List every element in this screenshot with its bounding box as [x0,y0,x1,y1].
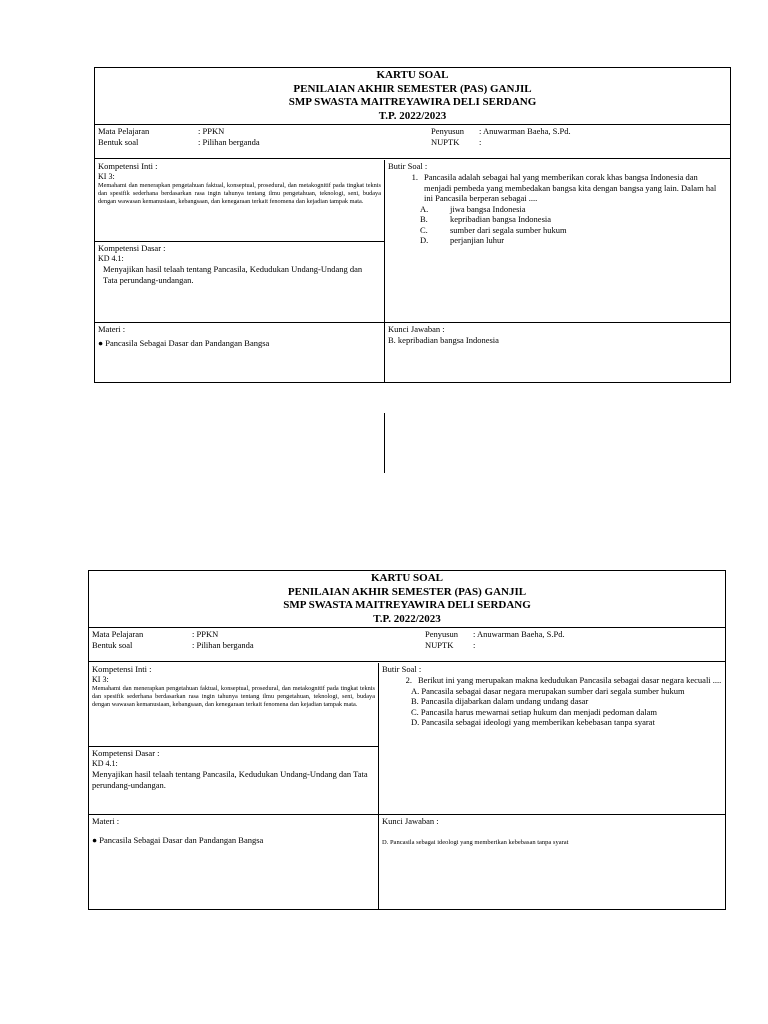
question-card-1 [94,67,731,383]
question-type-label: Bentuk soal [98,136,139,147]
subject-value: : PPKN [192,629,219,639]
core-competence-title: Kompetensi Inti : [98,161,158,171]
basic-competence-code: KD 4.1: [98,254,124,263]
basic-competence-title: Kompetensi Dasar : [98,243,166,253]
question-text: Pancasila adalah sebagai hal yang memberikan corak khas bangsa Indonesia dan menjadi pembeda yang membedakan bangsa kita dengan bangsa yang lain. Dalam hal ini Pancasila berperan sebagai .... [424,172,717,203]
basic-competence-title: Kompetensi Dasar : [92,748,160,758]
option-d: D. perjanjian luhur [420,235,505,245]
core-competence-title: Kompetensi Inti : [92,664,152,674]
nuptk-value: : [473,639,476,650]
school-name: SMP SWASTA MAITREYAWIRA DELI SERDANG [288,96,537,108]
option-c: C. Pancasila harus mewarnai setiap hukum dan menjadi pedoman dalam [411,706,657,717]
option-c: C. sumber dari segala sumber hukum [420,224,567,235]
question-title: Butir Soal : [388,161,428,171]
core-competence-text: Memahami dan menerapkan pengetahuan faktual, konseptual, prosedural, dan metakognitif pada tingkat teknis dan spesifik sederhana berdasarkan rasa ingin tahunya tentang ilmu pengetahuan, teknologi, seni, budaya dengan wawasan kemanusiaan, kebangsaan, dan kenegaraan terkait fenomena dan kejadian tampak mata. [98,182,381,205]
material-cell [95,413,385,473]
option-a: A. jiwa bangsa Indonesia [420,203,526,214]
material-title: Materi : [98,324,126,334]
question-cell [385,160,730,323]
material-text: ● Pancasila Sebagai Dasar dan Pandangan Bangsa [98,338,270,348]
core-competence-code: KI 3: [92,675,109,684]
exam-title: PENILAIAN AKHIR SEMESTER (PAS) GANJIL [287,585,527,598]
author-value: : Anuwarman Baeha, S.Pd. [473,629,565,639]
card-title: KARTU SOAL [376,69,449,81]
answer-key-text: D. Pancasila sebagai ideologi yang memberikan kebebasan tanpa syarat [382,839,569,846]
nuptk-label: NUPTK [425,639,454,650]
answer-key-cell [385,323,730,382]
answer-key-cell [379,815,725,909]
option-b: B. kepribadian bangsa Indonesia [420,214,552,224]
question-text: Berikut ini yang merupakan makna kedudukan Pancasila sebagai dasar negara kecuali .... [418,675,722,685]
author-label: Penyusun [431,126,465,136]
answer-key-title: Kunci Jawaban : [382,816,439,826]
question-type-label: Bentuk soal [92,639,133,650]
core-competence-text: Memahami dan menerapkan pengetahuan faktual, konseptual, prosedural, dan metakognitif pada tingkat teknis dan spesifik sederhana berdasarkan rasa ingin tahunya tentang ilmu pengetahuan, teknologi, seni, budaya dengan wawasan kemanusiaan, kebangsaan, dan kenegaraan terkait fenomena dan kejadian tampak mata. [92,685,375,708]
material-cell [89,815,379,909]
question-type-value: : Pilihan berganda [198,136,260,147]
material-cell [95,323,385,382]
school-year: T.P. 2022/2023 [378,109,447,122]
answer-key-title: Kunci Jawaban : [388,324,445,334]
option-d: D. Pancasila sebagai ideologi yang memberikan kebebasan tanpa syarat [411,717,655,727]
subject-value: : PPKN [198,126,225,136]
core-competence-cell [95,160,385,242]
core-competence-cell [89,663,379,747]
card-title: KARTU SOAL [370,572,444,584]
material-text: ● Pancasila Sebagai Dasar dan Pandangan Bangsa [92,835,264,845]
question-type-value: : Pilihan berganda [192,639,254,650]
option-b: B. Pancasila dijabarkan dalam undang undang dasar [411,696,589,706]
basic-competence-text: Menyajikan hasil telaah tentang Pancasila, Kedudukan Undang-Undang dan Tata perundang-undangan. [103,264,363,285]
card-header [89,571,725,628]
question-cell [379,663,725,815]
material-title: Materi : [92,816,120,826]
question-card-2 [88,570,726,910]
subject-label: Mata Pelajaran [92,629,144,639]
basic-competence-cell [89,747,379,815]
question-number: 1. [411,172,418,182]
basic-competence-cell [95,242,385,323]
school-year: T.P. 2022/2023 [373,612,441,625]
card-header [95,68,730,125]
nuptk-label: NUPTK [431,136,460,147]
basic-competence-text: Menyajikan hasil telaah tentang Pancasila, Kedudukan Undang-Undang dan Tata perundang-undangan. [92,769,368,790]
author-value: : Anuwarman Baeha, S.Pd. [479,126,571,136]
question-title: Butir Soal : [382,664,422,674]
exam-title: PENILAIAN AKHIR SEMESTER (PAS) GANJIL [293,82,532,95]
question-number: 2. [405,675,412,685]
nuptk-value: : [479,136,482,147]
card-meta [95,125,730,159]
option-a: A. Pancasila sebagai dasar negara merupakan sumber dari segala sumber hukum [411,685,685,696]
author-label: Penyusun [425,629,459,639]
answer-key-text: B. kepribadian bangsa Indonesia [388,335,499,345]
card-meta [89,628,725,662]
school-name: SMP SWASTA MAITREYAWIRA DELI SERDANG [283,599,531,611]
core-competence-code: KI 3: [98,172,115,181]
subject-label: Mata Pelajaran [98,126,150,136]
basic-competence-code: KD 4.1: [92,759,118,768]
